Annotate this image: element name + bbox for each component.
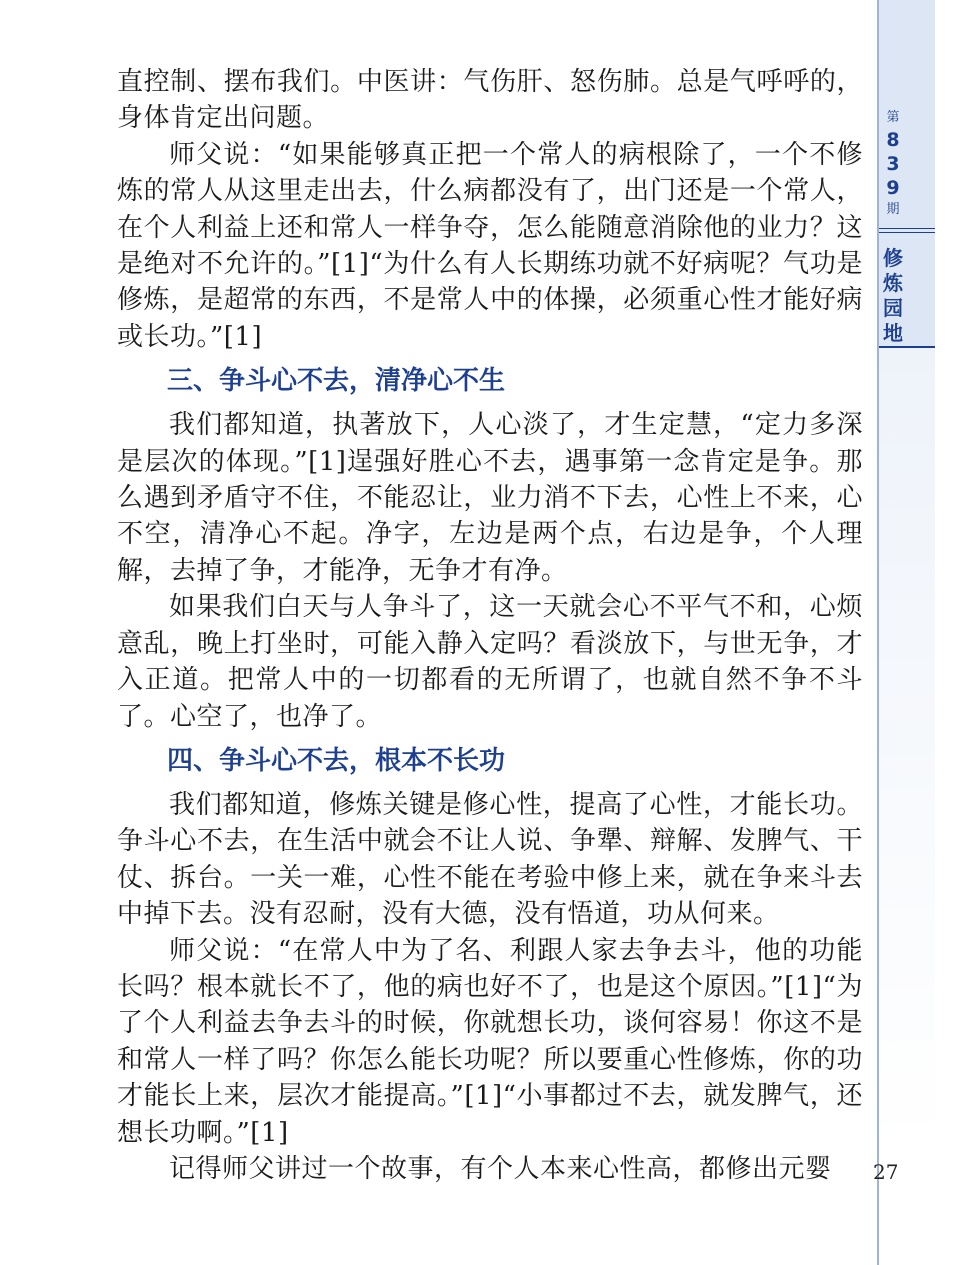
paragraph: 师父说：“如果能够真正把一个常人的病根除了，一个不修炼的常人从这里走出去，什么病都没有了，出门还是一个常人，在个人利益上还和常人一样争夺，怎么能随意消除他的业力？这是绝对不允许的。”[1]“为什么有人长期练功就不好病呢？气功是修炼，是超常的东西，不是常人中的体操，必须重心性才能好病或长功。”[1] bbox=[117, 139, 863, 352]
issue-number bbox=[879, 108, 907, 220]
paragraph: 如果我们白天与人争斗了，这一天就会心不平气不和，心烦意乱，晚上打坐时，可能入静入定吗？看淡放下，与世无争，才入正道。把常人中的一切都看的无所谓了，也就自然不争不斗了。心空了，也净了。 bbox=[117, 592, 863, 732]
column-title-char: 园 bbox=[883, 296, 903, 320]
paragraph: 记得师父讲过一个故事，有个人本来心性高，都修出元婴 bbox=[169, 1153, 832, 1184]
paragraph: 我们都知道，执著放下，人心淡了，才生定慧，“定力多深是层次的体现。”[1]逞强好胜心不去，遇事第一念肯定是争。那么遇到矛盾守不住，不能忍让，业力消不下去，心性上不来，心不空，清净心不起。净字，左边是两个点，右边是争，个人理解，去掉了争，才能净，无争才有净。 bbox=[117, 410, 863, 586]
section-heading: 三、争斗心不去，清净心不生 bbox=[167, 366, 506, 397]
issue-digit: 3 bbox=[886, 153, 900, 175]
page-number: 27 bbox=[873, 1160, 899, 1184]
issue-prefix: 第 bbox=[886, 110, 900, 125]
column-title-char: 炼 bbox=[883, 271, 903, 295]
sidebar-double-rule bbox=[879, 228, 935, 233]
sidebar-band-lower bbox=[879, 348, 935, 1148]
issue-digit: 9 bbox=[886, 177, 900, 199]
paragraph: 直控制、摆布我们。中医讲：气伤肝、怒伤肺。总是气呼呼的，身体肯定出问题。 bbox=[117, 67, 863, 134]
issue-suffix: 期 bbox=[886, 202, 900, 217]
column-title-char: 地 bbox=[883, 321, 903, 345]
issue-digit: 8 bbox=[886, 129, 900, 151]
column-title-char: 修 bbox=[883, 246, 903, 270]
article-body bbox=[117, 64, 863, 1187]
sidebar-bottom-rule bbox=[879, 346, 935, 348]
paragraph: 师父说：“在常人中为了名、利跟人家去争去斗，他的功能长吗？根本就长不了，他的病也好不了，也是这个原因。”[1]“为了个人利益去争去斗的时候，你就想长功，谈何容易！你这不是和常人一样了吗？你怎么能长功呢？所以要重心性修炼，你的功才能长上来，层次才能提高。”[1]“小事都过不去，就发脾气，还想长功啊。”[1] bbox=[117, 935, 863, 1148]
column-title bbox=[881, 246, 905, 346]
paragraph: 我们都知道，修炼关键是修心性，提高了心性，才能长功。争斗心不去，在生活中就会不让人说、争犟、辩解、发脾气、干仗、拆台。一关一难，心性不能在考验中修上来，就在争来斗去中掉下去。没有忍耐，没有大德，没有悟道，功从何来。 bbox=[117, 789, 863, 930]
section-heading: 四、争斗心不去，根本不长功 bbox=[167, 745, 506, 776]
